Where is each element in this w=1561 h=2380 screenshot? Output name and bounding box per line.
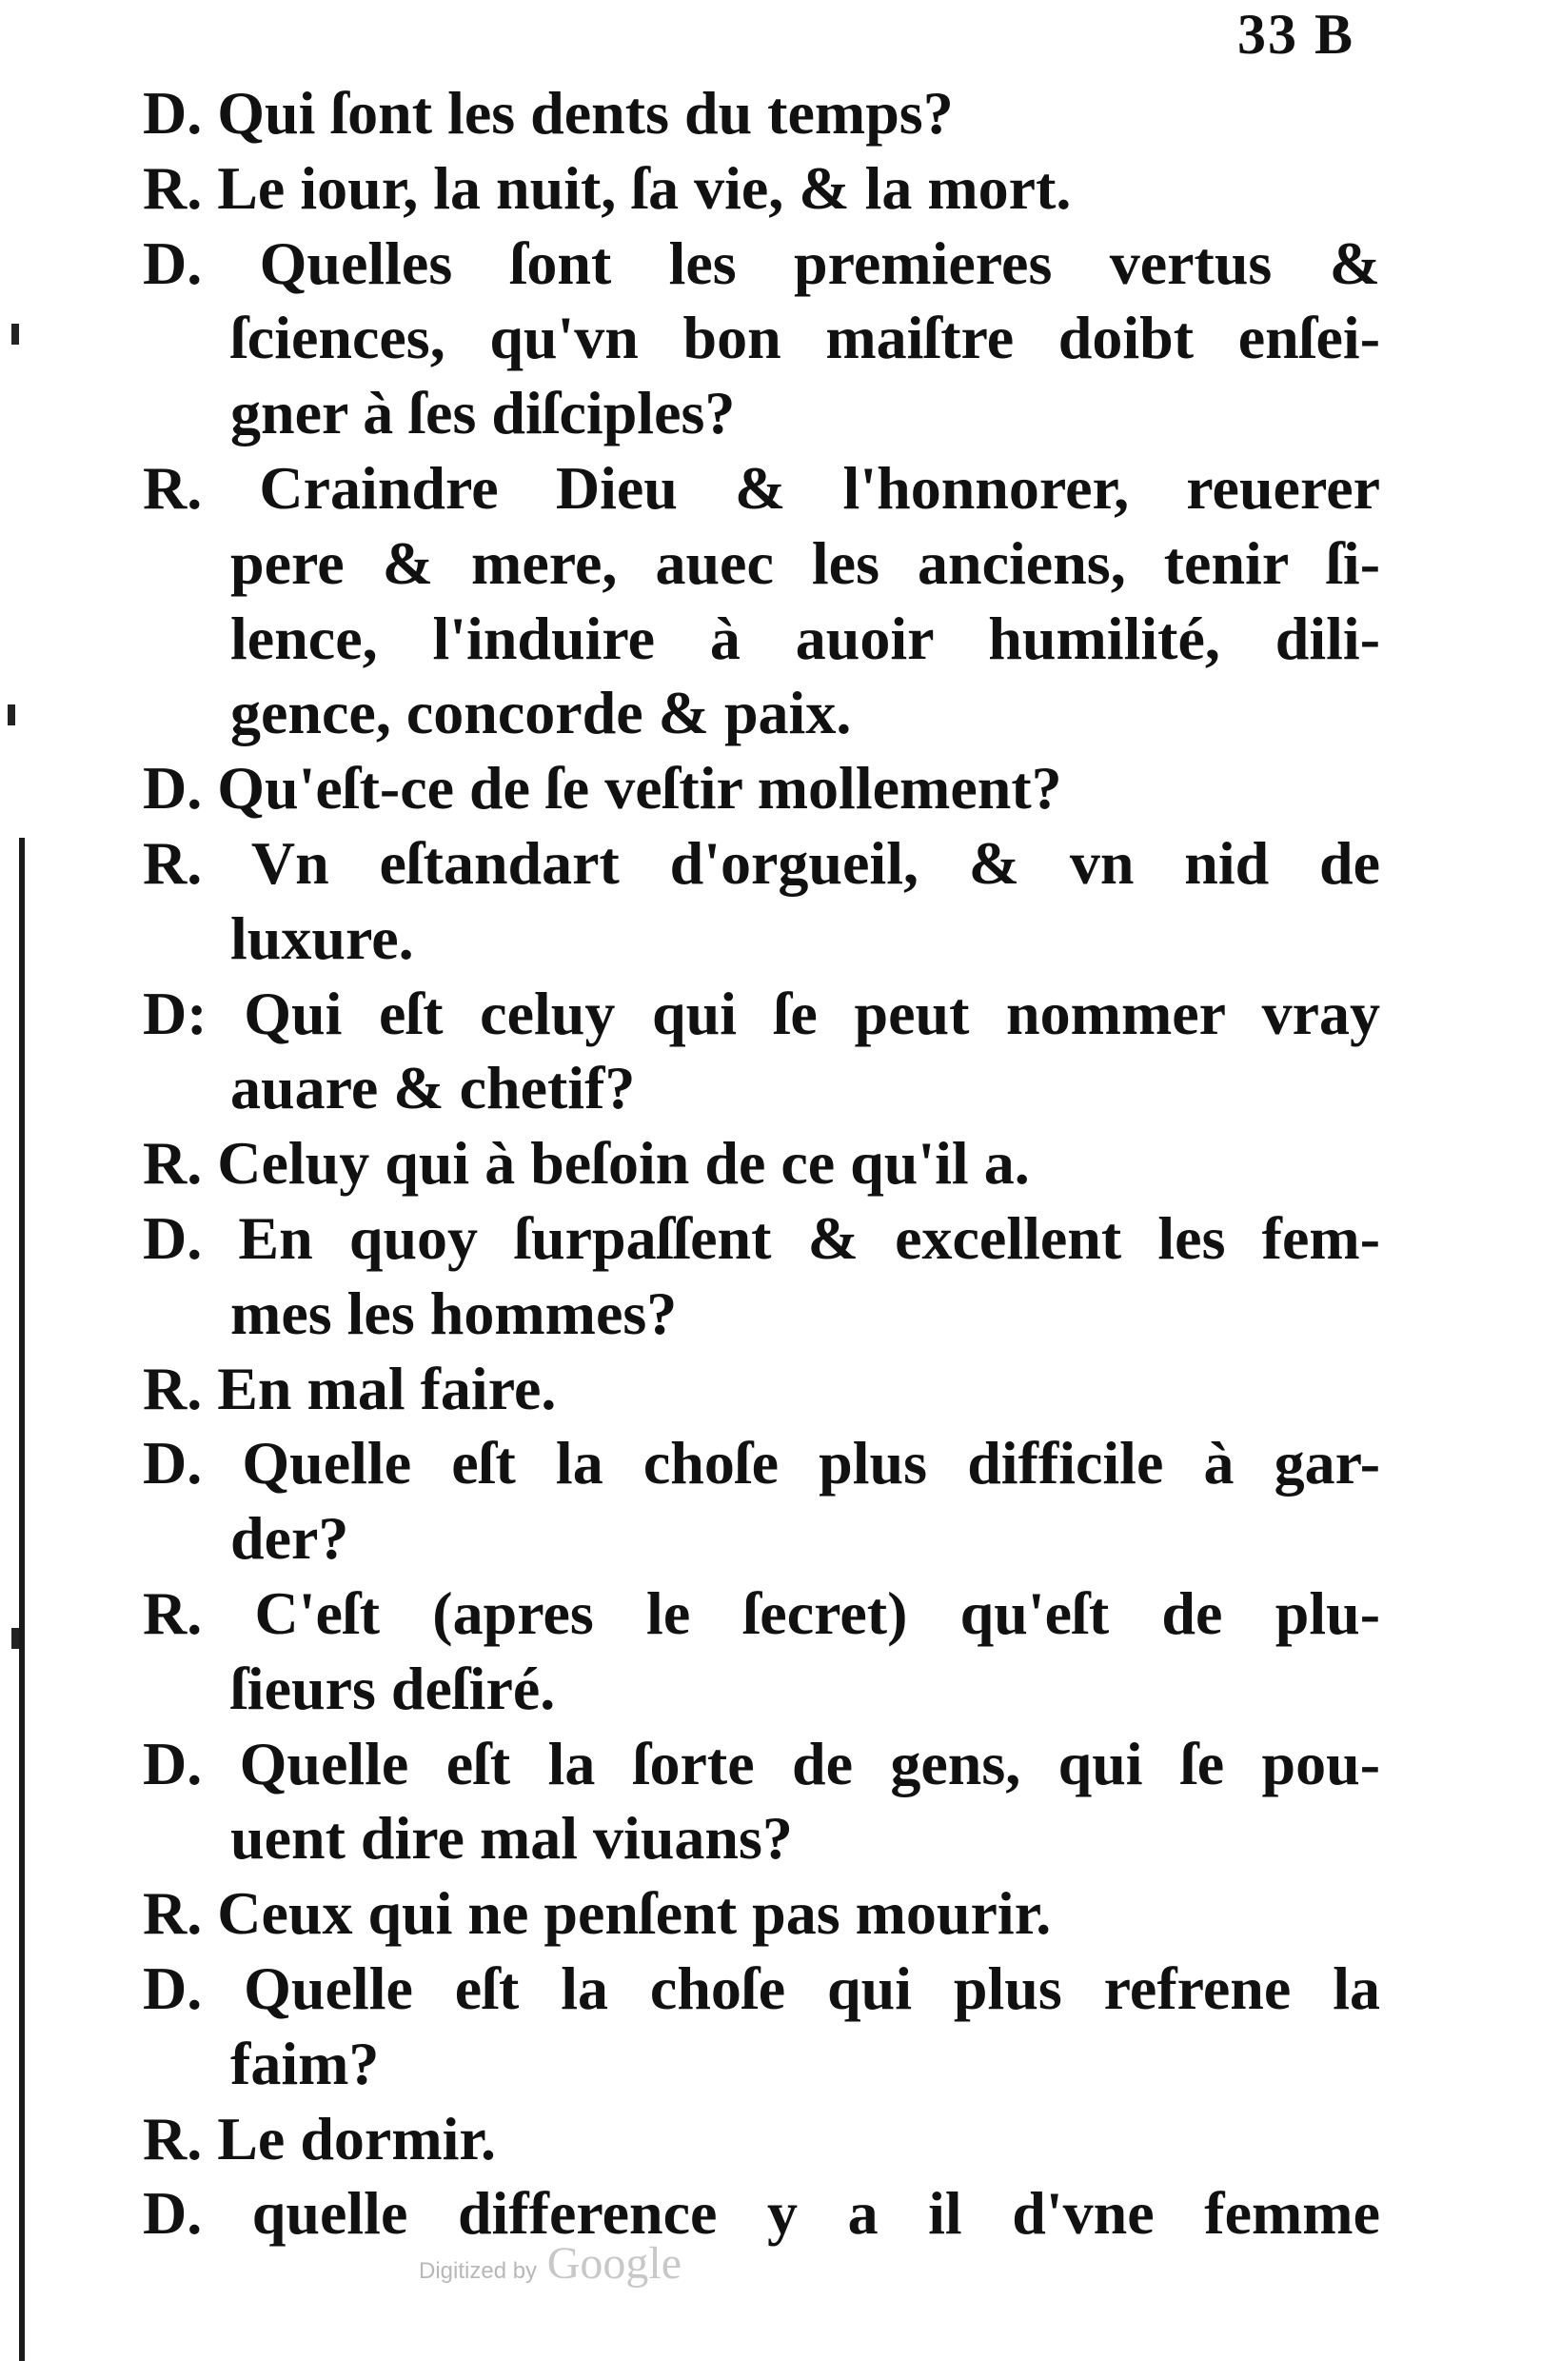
text-line: R. Celuy qui à beſoin de ce qu'il a. xyxy=(143,1129,1030,1198)
text-line: R. Le dormir. xyxy=(143,2104,496,2172)
text-line: D. Qu'eſt-ce de ſe veſtir mollement? xyxy=(143,754,1062,823)
text-line: R. Craindre Dieu & l'honnorer, reuerer xyxy=(143,453,1380,522)
digitization-watermark xyxy=(419,2237,682,2290)
text-line: mes les hommes? xyxy=(230,1279,678,1347)
margin-speck xyxy=(8,704,15,725)
text-line: ſieurs deſiré. xyxy=(230,1654,556,1722)
text-line: D. Quelle eſt la ſorte de gens, qui ſe pou- xyxy=(143,1729,1380,1797)
text-line: R. Vn eſtandart d'orgueil, & vn nid de xyxy=(143,828,1380,897)
binding-edge-shadow xyxy=(19,838,25,2361)
margin-speck xyxy=(11,324,19,345)
text-line: R. Le iour, la nuit, ſa vie, & la mort. xyxy=(143,153,1072,222)
text-line: R. En mal faire. xyxy=(143,1354,557,1422)
watermark-brand: Google xyxy=(546,2238,682,2289)
text-line: R. Ceux qui ne penſent pas mourir. xyxy=(143,1879,1052,1948)
text-line: faim? xyxy=(230,2029,380,2097)
text-line: gence, concorde & paix. xyxy=(230,679,852,747)
text-line: D. Quelle eſt la choſe plus difficile à gar- xyxy=(143,1429,1380,1497)
text-line: D. Quelle eſt la choſe qui plus refrene la xyxy=(143,1954,1380,2022)
text-line: lence, l'induire à auoir humilité, dili- xyxy=(230,604,1380,672)
text-line: D. Quelles ſont les premieres vertus & xyxy=(143,228,1380,297)
watermark-prefix: Digitized by xyxy=(419,2258,538,2284)
text-line: R. C'eſt (apres le ſecret) qu'eſt de plu- xyxy=(143,1578,1380,1647)
text-line: D. quelle difference y a il d'vne femme xyxy=(143,2179,1380,2248)
margin-speck xyxy=(11,1628,19,1649)
page-text xyxy=(143,76,1380,2251)
text-line: luxure. xyxy=(230,903,414,972)
text-line: ſciences, qu'vn bon maiſtre doibt enſei- xyxy=(230,304,1380,372)
page-number: 33 B xyxy=(1237,3,1355,66)
text-line: gner à ſes diſciples? xyxy=(230,379,736,447)
text-line: pere & mere, auec les anciens, tenir ſi- xyxy=(230,528,1380,597)
text-line: D. En quoy ſurpaſſent & excellent les fem- xyxy=(143,1203,1380,1272)
text-line: uent dire mal viuans? xyxy=(230,1804,793,1873)
text-line: auare & chetif? xyxy=(230,1054,636,1122)
text-line: der? xyxy=(230,1504,349,1573)
text-line: D: Qui eſt celuy qui ſe peut nommer vray xyxy=(143,979,1380,1047)
text-line: D. Qui ſont les dents du temps? xyxy=(143,79,954,147)
